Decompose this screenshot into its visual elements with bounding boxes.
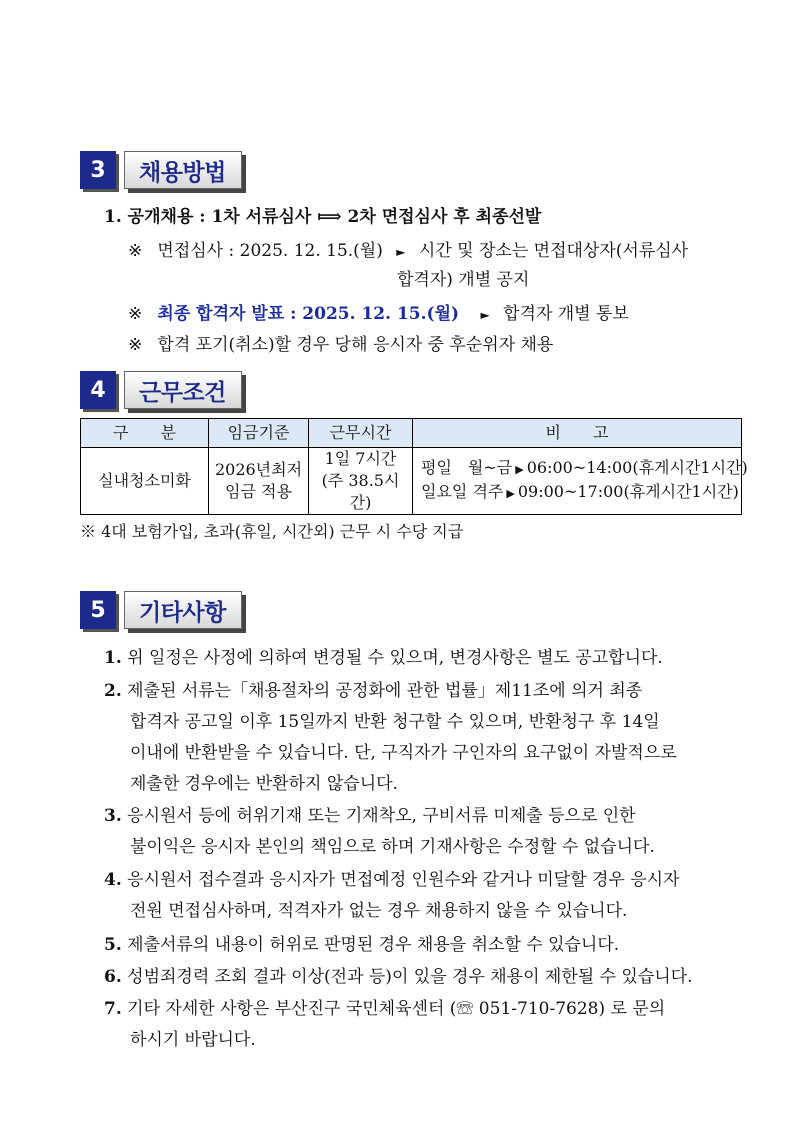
section-number-4: 4 <box>80 371 116 409</box>
table-header-row <box>81 419 742 448</box>
item-text: 응시원서 접수결과 응시자가 면접예정 인원수와 같거나 미달할 경우 응시자 <box>127 870 680 890</box>
cell-hours <box>309 448 413 515</box>
item-text: 성범죄경력 조회 결과 이상(전과 등)이 있을 경우 채용이 제한될 수 있습니다. <box>127 967 693 987</box>
list-item <box>104 962 744 993</box>
cell-category: 실내청소미화 <box>81 448 209 515</box>
work-conditions-table <box>80 418 748 515</box>
list-item <box>104 676 744 800</box>
hiring-process-text: 공개채용 : 1차 서류심사 ⟾ 2차 면접심사 후 최종선발 <box>127 207 542 227</box>
header-remarks: 비 고 <box>413 419 742 448</box>
section-title-work-conditions: 근무조건 <box>124 371 242 409</box>
item-text-cont: 전원 면접심사하며, 적격자가 없는 경우 채용하지 않을 수 있습니다. <box>130 901 628 921</box>
item-number: 7. <box>104 999 122 1019</box>
note-symbol: ※ <box>128 335 143 355</box>
interview-date-text: 면접심사 : 2025. 12. 15.(월) <box>157 241 383 261</box>
sunday-label: 일요일 격주 <box>421 482 504 501</box>
final-announcement-date: 최종 합격자 발표 : 2025. 12. 15.(월) <box>157 304 460 324</box>
hiring-method-line-1 <box>104 206 541 228</box>
item-number: 3. <box>104 806 122 826</box>
interview-place-text: 시간 및 장소는 면접대상자(서류심사 <box>418 241 689 261</box>
sunday-schedule <box>421 481 739 505</box>
note-symbol: ※ <box>128 241 143 261</box>
weekday-schedule <box>421 457 748 481</box>
item-number: 5. <box>104 935 122 955</box>
list-item <box>104 930 744 961</box>
hours-line-2: (주 38.5시간) <box>321 471 400 512</box>
forfeit-text: 합격 포기(취소)할 경우 당해 응시자 중 후순위자 채용 <box>157 335 554 355</box>
item-number: 1. <box>104 648 122 668</box>
arrow-right-icon: ► <box>396 245 406 259</box>
list-item <box>104 865 744 927</box>
final-announcement-note <box>128 303 629 326</box>
item-text: 응시원서 등에 허위기재 또는 기재착오, 구비서류 미제출 등으로 인한 <box>127 806 636 826</box>
section-5-header <box>80 589 242 631</box>
weekday-time: 06:00~14:00(휴게시간1시간) <box>526 458 748 477</box>
insurance-footnote: ※ 4대 보험가입, 초과(휴일, 시간외) 근무 시 수당 지급 <box>80 522 464 541</box>
header-wage: 임금기준 <box>209 419 309 448</box>
item-text-cont: 하시기 바랍니다. <box>130 1030 256 1050</box>
header-hours: 근무시간 <box>309 419 413 448</box>
section-title-hiring-method: 채용방법 <box>124 151 242 189</box>
individual-notice-text: 합격자 개별 통보 <box>503 304 629 324</box>
item-text-cont: 불이익은 응시자 본인의 책임으로 하며 기재사항은 수정할 수 없습니다. <box>130 837 655 857</box>
section-title-other-matters: 기타사항 <box>124 591 242 629</box>
item-text: 위 일정은 사정에 의하여 변경될 수 있으며, 변경사항은 별도 공고합니다. <box>127 648 663 668</box>
wage-line-2: 임금 적용 <box>225 482 292 501</box>
arrow-right-icon: ► <box>480 308 490 322</box>
interview-note <box>128 240 688 263</box>
item-text: 기타 자세한 사항은 부산진구 국민체육센터 (☏ 051-710-7628) 로 문의 <box>127 999 666 1019</box>
cell-wage <box>209 448 309 515</box>
list-item <box>104 643 744 674</box>
triangle-right-icon: ▶ <box>515 463 524 476</box>
section-3-header <box>80 149 242 191</box>
item-number: 6. <box>104 967 122 987</box>
forfeit-note <box>128 334 553 356</box>
item-text-cont: 제출한 경우에는 반환하지 않습니다. <box>130 774 398 794</box>
item-text-cont: 합격자 공고일 이후 15일까지 반환 청구할 수 있으며, 반환청구 후 14일 <box>130 712 660 732</box>
table-row <box>81 448 742 515</box>
weekday-label: 평일 월~금 <box>421 458 513 477</box>
triangle-right-icon: ▶ <box>506 487 515 500</box>
item-number: 4. <box>104 870 122 890</box>
item-text-cont: 이내에 반환받을 수 있습니다. 단, 구직자가 구인자의 요구없이 자발적으로 <box>130 743 677 763</box>
interview-note-cont: 합격자) 개별 공지 <box>397 270 530 290</box>
section-number-3: 3 <box>80 151 116 189</box>
list-item <box>104 801 744 863</box>
sunday-time: 09:00~17:00(휴게시간1시간) <box>517 482 739 501</box>
list-item <box>104 994 744 1056</box>
note-symbol: ※ <box>128 304 143 324</box>
section-number-5: 5 <box>80 591 116 629</box>
cell-remarks <box>413 448 748 515</box>
item-text: 제출서류의 내용이 허위로 판명된 경우 채용을 취소할 수 있습니다. <box>127 935 620 955</box>
hours-line-1: 1일 7시간 <box>324 449 397 468</box>
header-category: 구 분 <box>81 419 209 448</box>
item-number: 2. <box>104 681 122 701</box>
list-number: 1. <box>104 207 122 227</box>
wage-line-1: 2026년최저 <box>214 460 303 479</box>
section-4-header <box>80 369 242 411</box>
item-text: 제출된 서류는「채용절차의 공정화에 관한 법률」제11조에 의거 최종 <box>127 681 643 701</box>
